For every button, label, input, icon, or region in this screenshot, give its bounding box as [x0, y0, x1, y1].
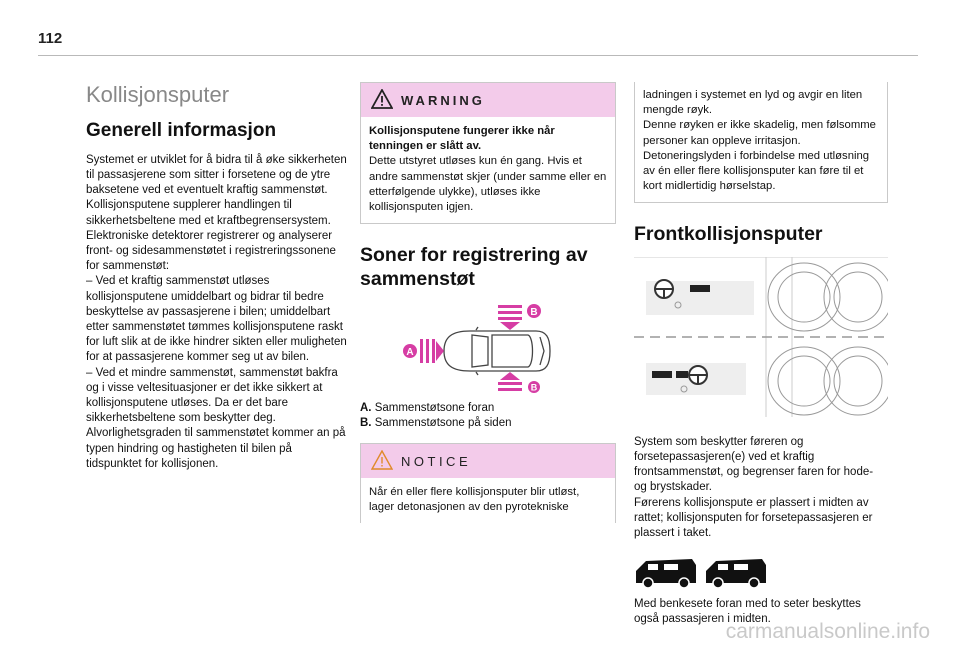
paragraph: – Ved et kraftig sammenstøt utløses kollisjonsputene umiddelbart og bidrar til bedre beskyttelse av passasjerene i bilen; umiddelbart etter sammenstøtet tømmes kollisjonsputene raskt for luft slik at de ikke hindrer sikten eller muligheten for at passasjerene kommer seg ut av bilen. [86, 275, 347, 364]
column-1 [86, 82, 348, 472]
column-3 [634, 82, 888, 628]
diagram-legend [360, 401, 616, 431]
impact-zones-diagram [360, 301, 616, 393]
side-impact-arrows-top-icon [498, 305, 522, 330]
header-rule [38, 55, 918, 56]
watermark: carmanualsonline.info [725, 620, 930, 643]
warning-body [361, 117, 615, 223]
notice-box [360, 443, 616, 523]
warning-box [360, 82, 616, 224]
warning-bold-text: Kollisjonsputene fungerer ikke når tenningen er slått av. [369, 125, 555, 153]
warning-text: Dette utstyret utløses kun én gang. Hvis et andre sammenstøt skjer (under samme eller en etterfølgende ulykke), utløses ikke kollisjonsputen igjen. [369, 155, 607, 214]
paragraph: Alvorlighetsgraden til sammenstøtet kommer an på typen hindring og hastigheten til bilen på tidspunktet for kollisjonen. [86, 427, 346, 470]
airbag-seats-bottom-icon [768, 347, 888, 415]
bench-seat-text: Med benkesete foran med to seter beskyttes også passasjeren i midten. [634, 598, 861, 626]
marker-b-top-label: B [530, 307, 538, 318]
vans-illustration [634, 555, 888, 591]
column-2 [360, 82, 616, 523]
car-top-view-icon [444, 327, 550, 375]
notice-triangle-icon [371, 450, 393, 470]
notice-header [361, 444, 615, 478]
section-heading-general: Generell informasjon [86, 120, 277, 141]
notice-continued-text: ladningen i systemet en lyd og avgir en liten mengde røyk. Denne røyken er ikke skadelig, men følsomme personer kan oppleve irritasjon. Detoneringslyden i forbindelse med utløsning av én eller flere kollisjonsputer kan føre til et kort midlertidig hørselstap. [634, 82, 888, 203]
section-heading-zones: Soner for registrering av sammenstøt [360, 244, 588, 290]
legend-item: A. Sammenstøtsone foran [360, 402, 495, 414]
marker-b-bottom-label: B [530, 382, 538, 393]
legend-item: B. Sammenstøtsone på siden [360, 417, 512, 429]
paragraph: – Ved et mindre sammenstøt, sammenstøt bakfra og i visse veltesituasjoner er det ikke sikkert at kollisjonsputene utløses. Da er det bare sikkerhetsbeltene som beskytter deg. [86, 366, 338, 425]
section-heading-front-airbags: Frontkollisjonsputer [634, 223, 823, 246]
paragraph: System som beskytter føreren og forsetepassasjeren(e) ved et kraftig frontsammenstøt, og begrenser faren for hode- og brystskader. [634, 435, 874, 494]
warning-label: WARNING [401, 93, 485, 108]
paragraph: Systemet er utviklet for å bidra til å øke sikkerheten til passasjerene som sitter i forsetene og de ytre baksetene ved et eventuelt kraftig sammenstøt. Kollisjonsputene supplerer handlingen til sikkerhetsbeltene med et kraftbegrensersystem. [86, 153, 347, 227]
van-icon [636, 559, 696, 588]
side-impact-arrows-bottom-icon [498, 372, 522, 391]
front-impact-arrows-icon [420, 339, 444, 363]
front-airbags-text [634, 435, 888, 541]
page-number: 112 [38, 30, 63, 47]
notice-label: NOTICE [401, 454, 472, 469]
general-info-text [86, 153, 348, 472]
paragraph: Førerens kollisjonspute er plassert i midten av rattet; kollisjonsputen for forsetepassasjeren er plassert i taket. [634, 496, 873, 540]
driver-airbag-bottom-icon [646, 363, 746, 395]
notice-text: Når én eller flere kollisjonsputer blir utløst, lager detonasjonen av den pyrotekniske [369, 486, 580, 514]
warning-triangle-icon [371, 89, 393, 109]
paragraph: Elektroniske detektorer registrerer og analyserer front- og sidesammenstøtet i registreringssonene for sammenstøt: [86, 229, 336, 273]
airbag-seats-top-icon [768, 263, 888, 331]
driver-airbag-top-icon [646, 280, 754, 315]
marker-a-label: A [406, 347, 414, 358]
front-airbags-diagram [634, 257, 888, 427]
chapter-title: Kollisjonsputer [86, 82, 230, 107]
warning-header [361, 83, 615, 117]
van-icon [706, 559, 766, 588]
